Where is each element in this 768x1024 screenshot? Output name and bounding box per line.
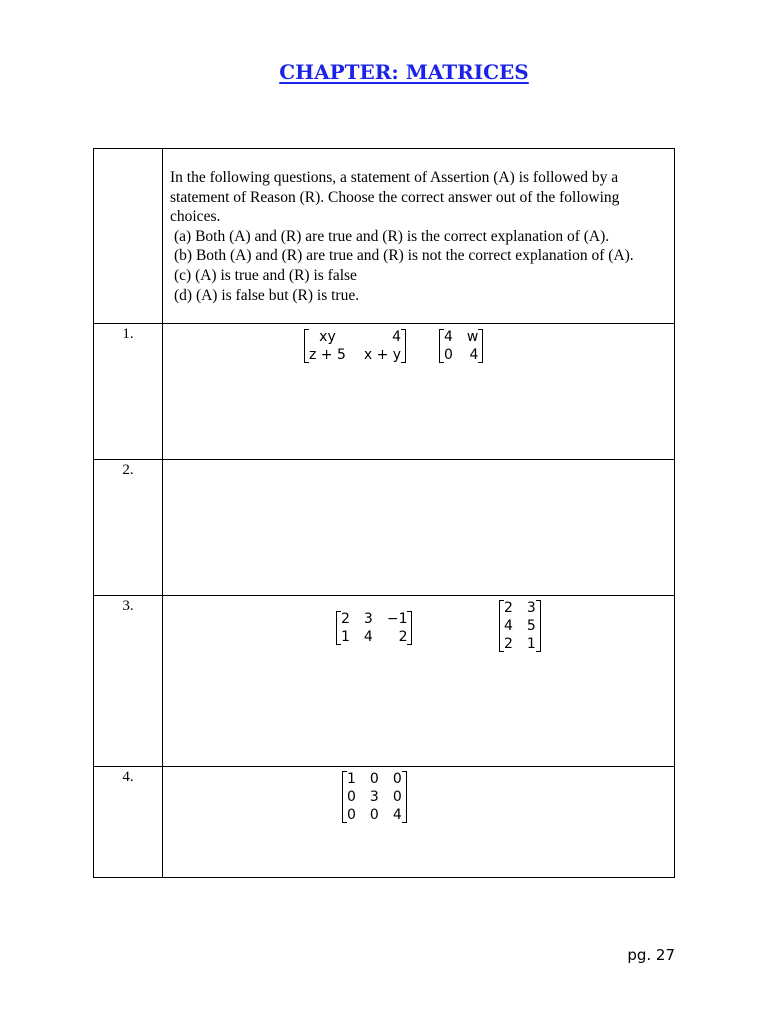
question-content: [163, 767, 675, 878]
option-b: (b) Both (A) and (R) are true and (R) is not the correct explanation of (A).: [174, 247, 634, 265]
matrix-cell: 2: [341, 611, 350, 628]
question-content: [163, 460, 675, 596]
matrix-cell: 1: [526, 636, 536, 653]
instructions-cell: [163, 149, 675, 324]
matrix-cell: 3: [363, 611, 373, 628]
matrix-cell: 3: [369, 789, 379, 806]
question-number: 1.: [94, 324, 163, 460]
question-row-1: [94, 324, 675, 460]
option-c: (c) (A) is true and (R) is false: [174, 266, 357, 284]
matrix: [336, 608, 412, 646]
question-content: [163, 324, 675, 460]
question-content: [163, 596, 675, 767]
matrix-cell: 5: [526, 618, 536, 635]
matrix-cell: 4: [504, 618, 513, 635]
instructions: [163, 149, 674, 323]
instructions-text: In the following questions, a statement of Assertion (A) is followed by a statement of Reason (R). Choose the correct answer out of the following choices.: [170, 169, 620, 226]
instructions-row: [94, 149, 675, 324]
matrix: [499, 597, 541, 653]
question-number: 3.: [94, 596, 163, 767]
page-number: pg. 27: [627, 946, 675, 964]
matrix-cell: 1: [347, 771, 356, 788]
question-row-4: [94, 767, 675, 878]
matrix: [304, 326, 406, 364]
matrix-cell: 0: [369, 807, 379, 824]
matrix-cell: 2: [398, 629, 408, 646]
matrix-cell: 2: [504, 636, 513, 653]
question-number: 2.: [94, 460, 163, 596]
matrix-cell: 4: [444, 329, 453, 346]
matrix-cell: 4: [363, 629, 373, 646]
matrix-cell: 0: [347, 789, 356, 806]
matrix-cell: 0: [347, 807, 356, 824]
row-number: [94, 149, 163, 324]
matrix-cell: w: [466, 329, 479, 346]
matrix-cell: 4: [392, 329, 402, 346]
question-number: 4.: [94, 767, 163, 878]
question-row-3: [94, 596, 675, 767]
matrix-cell: z + 5: [309, 347, 346, 364]
matrix-cell: x + y: [363, 347, 402, 364]
option-a: (a) Both (A) and (R) are true and (R) is the correct explanation of (A).: [174, 227, 610, 245]
matrix-cell: 0: [369, 771, 379, 788]
matrix-cell: 4: [392, 807, 402, 824]
option-d: (d) (A) is false but (R) is true.: [174, 286, 360, 304]
matrix-cell: 4: [469, 347, 479, 364]
matrix-cell: 3: [526, 600, 536, 617]
matrix-cell: 0: [392, 789, 402, 806]
chapter-title: CHAPTER: MATRICES: [279, 60, 529, 84]
matrix-cell: −1: [386, 611, 408, 628]
matrix-cell: xy: [319, 329, 336, 346]
question-row-2: [94, 460, 675, 596]
matrix: [342, 768, 407, 824]
matrix-cell: 1: [341, 629, 350, 646]
matrix-cell: 2: [504, 600, 513, 617]
matrix-cell: 0: [444, 347, 453, 364]
assertion-reason-table: [93, 148, 675, 878]
matrix-cell: 0: [392, 771, 402, 788]
matrix: [439, 326, 483, 364]
